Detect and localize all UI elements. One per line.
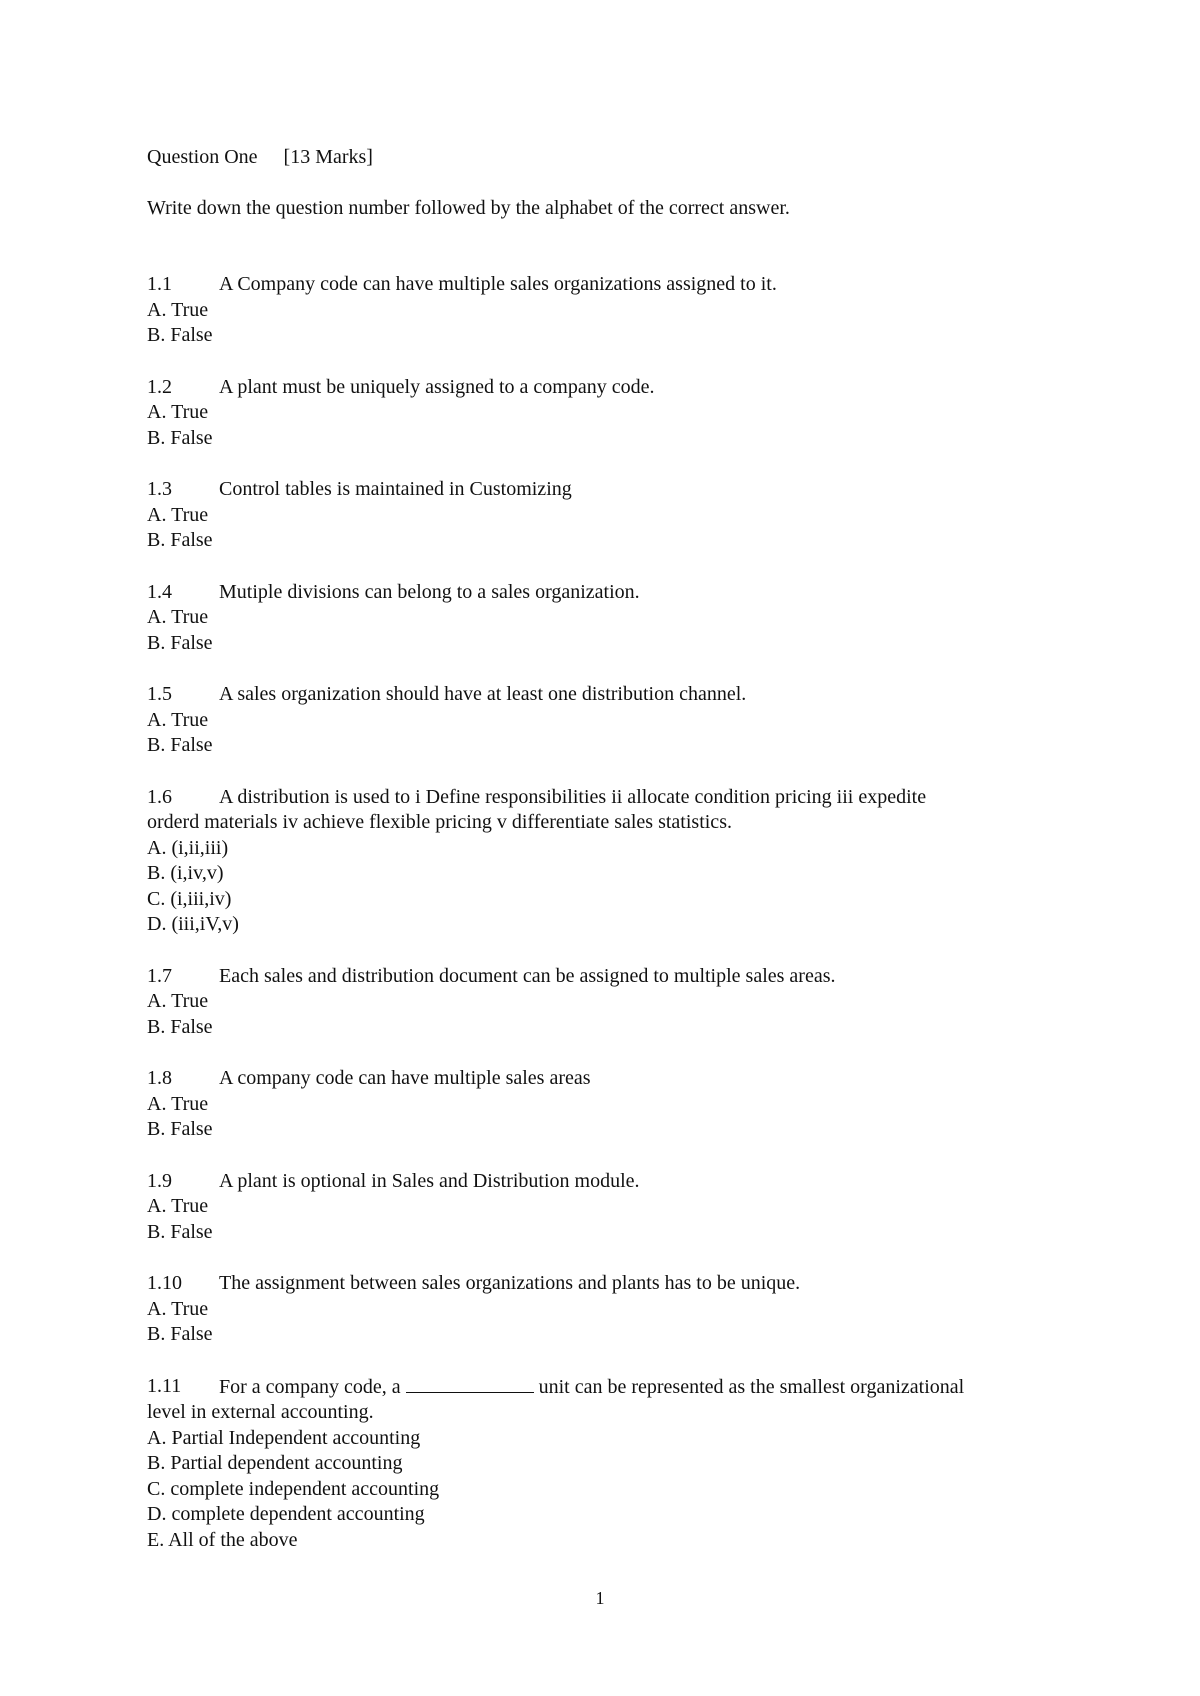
answer-option: B. False (147, 734, 213, 756)
question-number: 1.5 (147, 683, 172, 705)
section-heading (147, 145, 1057, 171)
question-text: The assignment between sales organizations and plants has to be unique. (219, 1272, 801, 1294)
answer-option: A. True (147, 606, 209, 628)
question-number: 1.1 (147, 273, 172, 295)
question-text: A sales organization should have at least one distribution channel. (219, 683, 747, 705)
answer-option: B. (i,iv,v) (147, 862, 224, 884)
question-item (147, 1374, 1057, 1554)
question-text: A company code can have multiple sales areas (219, 1067, 591, 1089)
question-number: 1.9 (147, 1169, 172, 1192)
question-text: Each sales and distribution document can be assigned to multiple sales areas. (219, 964, 836, 987)
question-item (147, 477, 1057, 554)
question-number: 1.11 (147, 1374, 182, 1397)
page-number: 1 (595, 1588, 605, 1608)
question-text: For a company code, a (219, 1375, 401, 1398)
question-item (147, 964, 1057, 1041)
answer-option: A. True (147, 401, 209, 423)
answer-option: E. All of the above (147, 1528, 298, 1551)
question-text: Control tables is maintained in Customizing (219, 478, 572, 500)
answer-option: B. False (147, 631, 213, 654)
question-text: A plant is optional in Sales and Distribution module. (219, 1169, 640, 1192)
section-title: Question One (147, 146, 258, 168)
answer-option: A. True (147, 1297, 209, 1320)
answer-option: B. False (147, 426, 213, 449)
answer-option: A. (i,ii,iii) (147, 836, 229, 859)
question-text-continued: orderd materials iv achieve flexible pricing v differentiate sales statistics. (147, 811, 732, 833)
question-text: Mutiple divisions can belong to a sales organization. (219, 580, 640, 603)
question-text-continued: level in external accounting. (147, 1401, 374, 1423)
document-page (147, 145, 1057, 1579)
question-number: 1.6 (147, 785, 172, 808)
answer-option: B. Partial dependent accounting (147, 1452, 403, 1474)
question-list (147, 272, 1057, 1553)
section-marks: [13 Marks] (283, 146, 373, 168)
question-item (147, 375, 1057, 452)
question-number: 1.8 (147, 1067, 172, 1089)
question-item (147, 1169, 1057, 1246)
question-number: 1.3 (147, 478, 172, 500)
question-text: A distribution is used to i Define responsibilities ii allocate condition pricing iii expedite (219, 785, 927, 808)
answer-option: C. complete independent accounting (147, 1477, 440, 1500)
answer-option: A. True (147, 708, 209, 731)
instruction-text: Write down the question number followed by the alphabet of the correct answer. (147, 196, 790, 219)
question-text-after-blank: unit can be represented as the smallest organizational (538, 1375, 965, 1398)
answer-option: B. False (147, 1015, 213, 1038)
answer-option: C. (i,iii,iv) (147, 887, 232, 910)
answer-option: D. (iii,iV,v) (147, 913, 239, 935)
question-item (147, 1271, 1057, 1348)
answer-option: D. complete dependent accounting (147, 1503, 425, 1525)
answer-option: A. Partial Independent accounting (147, 1426, 421, 1449)
answer-option: B. False (147, 1220, 213, 1243)
question-number: 1.10 (147, 1272, 182, 1294)
question-text: A plant must be uniquely assigned to a company code. (219, 375, 655, 398)
question-number: 1.4 (147, 580, 172, 603)
answer-option: B. False (147, 1118, 213, 1140)
question-item (147, 580, 1057, 657)
answer-option: B. False (147, 324, 213, 346)
answer-option: B. False (147, 529, 213, 551)
answer-option: A. True (147, 1092, 209, 1115)
answer-option: A. True (147, 503, 209, 526)
answer-option: B. False (147, 1323, 213, 1345)
question-text: A Company code can have multiple sales organizations assigned to it. (219, 273, 777, 295)
question-item (147, 1066, 1057, 1143)
question-item (147, 785, 1057, 938)
answer-option: A. True (147, 1195, 209, 1217)
fill-in-blank (406, 1374, 534, 1393)
answer-option: A. True (147, 298, 209, 321)
answer-option: A. True (147, 990, 209, 1012)
question-number: 1.7 (147, 964, 172, 987)
question-item (147, 682, 1057, 759)
question-item (147, 272, 1057, 349)
question-number: 1.2 (147, 375, 172, 398)
